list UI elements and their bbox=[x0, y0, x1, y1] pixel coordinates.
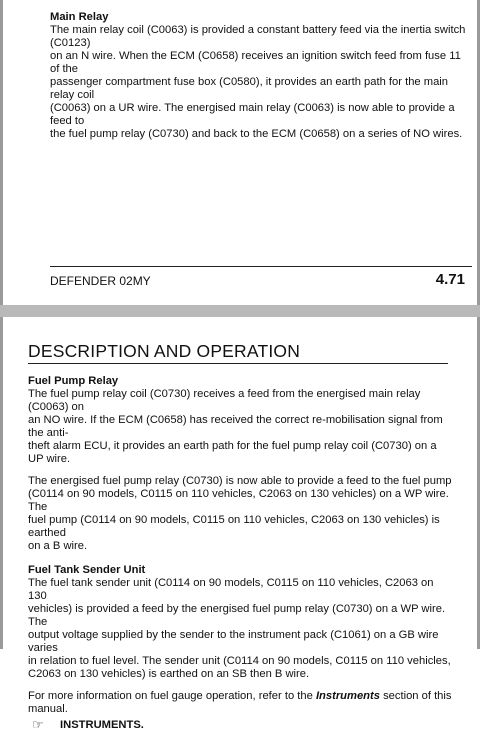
heading-divider bbox=[28, 363, 448, 364]
cross-reference bbox=[28, 717, 453, 733]
fuel-pump-relay-title: Fuel Pump Relay bbox=[28, 375, 119, 387]
text-line: an NO wire. If the ECM (C0658) has received the correct re-mobilisation signal from the anti- bbox=[28, 414, 443, 439]
more-info-text: For more information on fuel gauge operation, refer to the bbox=[28, 690, 313, 702]
text-line: The energised fuel pump relay (C0730) is now able to provide a feed to the fuel pump bbox=[28, 475, 452, 487]
text-line: output voltage supplied by the sender to the instrument pack (C1061) on a GB wire varies bbox=[28, 629, 439, 654]
more-info-text: manual. bbox=[28, 703, 68, 715]
text-line: the fuel pump relay (C0730) and back to the ECM (C0658) on a series of NO wires. bbox=[50, 128, 463, 140]
text-line: The fuel tank sender unit (C0114 on 90 models, C0115 on 110 vehicles, C2063 on 130 bbox=[28, 577, 434, 602]
text-line: (C0063) on a UR wire. The energised main relay (C0063) is now able to provide a feed to bbox=[50, 102, 455, 127]
page-heading: DESCRIPTION AND OPERATION bbox=[28, 341, 301, 361]
main-relay-section bbox=[50, 11, 470, 141]
text-line: (C0114 on 90 models, C0115 on 110 vehicles, C2063 on 130 vehicles) on a WP wire. The bbox=[28, 488, 449, 513]
text-line: theft alarm ECU, it provides an earth path for the fuel pump relay coil (C0730) on a UP wire. bbox=[28, 440, 437, 465]
text-line: on a B wire. bbox=[28, 540, 88, 552]
page-separator bbox=[0, 305, 480, 317]
text-line: fuel pump (C0114 on 90 models, C0115 on 110 vehicles, C2063 on 130 vehicles) is earthed bbox=[28, 514, 440, 539]
footer-model: DEFENDER 02MY bbox=[50, 274, 151, 288]
footer-divider bbox=[50, 266, 472, 267]
more-info-text: section of this bbox=[383, 690, 452, 702]
main-relay-paragraph bbox=[50, 24, 470, 141]
text-line: vehicles) is provided a feed by the energised fuel pump relay (C0730) on a WP wire. The bbox=[28, 603, 446, 628]
text-line: on an N wire. When the ECM (C0658) receives an ignition switch feed from fuse 11 of the bbox=[50, 50, 461, 75]
upper-page bbox=[0, 0, 480, 305]
text-line: The fuel pump relay coil (C0730) receives a feed from the energised main relay (C0063) on bbox=[28, 388, 421, 413]
text-line: The main relay coil (C0063) is provided a constant battery feed via the inertia switch (C0123) bbox=[50, 24, 466, 49]
lower-content bbox=[28, 375, 453, 733]
more-info-paragraph bbox=[28, 690, 453, 716]
instruments-link: INSTRUMENTS. bbox=[60, 719, 144, 731]
main-relay-title: Main Relay bbox=[50, 11, 109, 23]
fuel-pump-paragraph-1 bbox=[28, 388, 453, 466]
instruments-reference: Instruments bbox=[315, 690, 380, 702]
page-number: 4.71 bbox=[435, 271, 465, 288]
fuel-tank-sender-title: Fuel Tank Sender Unit bbox=[28, 564, 146, 576]
hand-pointer-icon: ☞ bbox=[32, 717, 44, 732]
text-line: passenger compartment fuse box (C0580), it provides an earth path for the main relay coil bbox=[50, 76, 448, 101]
lower-page bbox=[0, 317, 480, 732]
fuel-tank-sender-paragraph bbox=[28, 577, 453, 681]
fuel-pump-paragraph-2 bbox=[28, 475, 453, 553]
text-line: in relation to fuel level. The sender unit (C0114 on 90 models, C0115 on 110 vehicles, bbox=[28, 655, 451, 667]
text-line: C2063 on 130 vehicles) is earthed on an SB then B wire. bbox=[28, 668, 310, 680]
